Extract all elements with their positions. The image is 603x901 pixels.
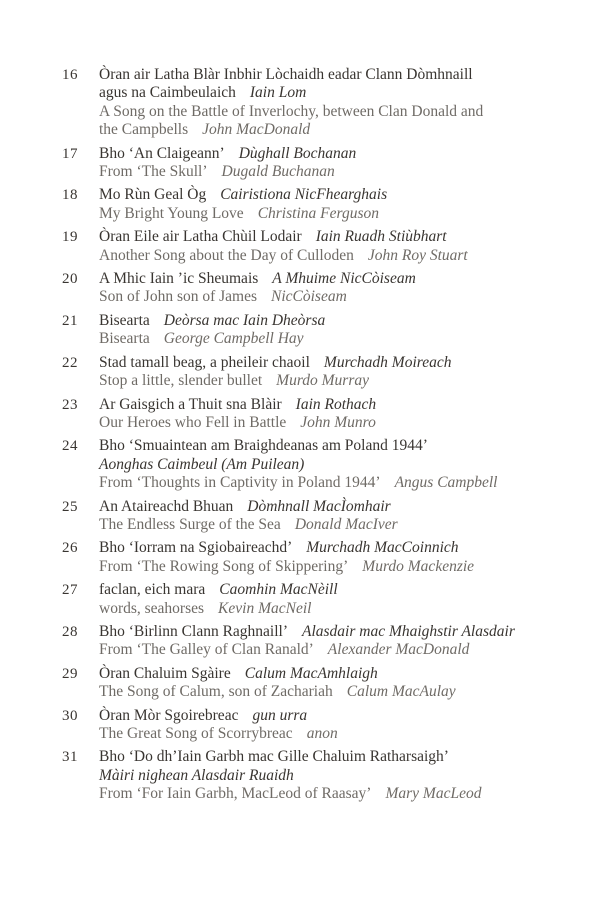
english-title: the Campbells <box>99 121 189 139</box>
entry-number: 21 <box>62 312 78 329</box>
entry-line <box>99 121 577 139</box>
entry-line <box>99 600 577 618</box>
entry-lines <box>99 186 577 223</box>
entry-number: 16 <box>62 67 78 83</box>
english-author: Christina Ferguson <box>257 204 379 222</box>
toc-entry <box>62 228 577 265</box>
entry-line <box>99 270 577 288</box>
english-title: Our Heroes who Fell in Battle <box>99 413 287 431</box>
entry-lines <box>99 66 577 140</box>
gaelic-author: Murchadh MacCoinnich <box>306 539 459 557</box>
english-title: My Bright Young Love <box>99 204 244 222</box>
entry-lines <box>99 748 577 803</box>
gaelic-title: Òran Mòr Sgoirebreac <box>99 706 239 724</box>
entry-number: 20 <box>62 271 78 288</box>
entry-line <box>99 683 577 701</box>
entry-line <box>99 186 577 204</box>
gaelic-author: Màiri nighean Alasdair Ruaidh <box>99 766 294 784</box>
entry-line <box>99 437 577 455</box>
entry-line <box>99 623 577 641</box>
toc-entry <box>62 623 577 660</box>
entry-line <box>99 641 577 659</box>
entry-lines <box>99 437 577 492</box>
entry-line <box>99 354 577 372</box>
entry-line <box>99 498 577 516</box>
gaelic-author: Calum MacAmhlaigh <box>244 664 378 682</box>
entry-number: 18 <box>62 187 78 204</box>
gaelic-title: Bho ‘Birlinn Clann Raghnaill’ <box>99 622 288 640</box>
gaelic-author: A Mhuime NicCòiseam <box>272 270 416 288</box>
english-title: The Great Song of Scorrybreac <box>99 725 293 742</box>
entry-line <box>99 247 577 265</box>
gaelic-author: Dòmhnall MacÌomhair <box>247 497 391 515</box>
toc-list <box>62 66 577 804</box>
entry-lines <box>99 228 577 265</box>
toc-entry <box>62 396 577 433</box>
entry-lines <box>99 145 577 182</box>
entry-lines <box>99 354 577 391</box>
toc-entry <box>62 539 577 576</box>
entry-lines <box>99 312 577 349</box>
entry-lines <box>99 539 577 576</box>
gaelic-author: Deòrsa mac Iain Dheòrsa <box>163 311 326 329</box>
entry-line <box>99 558 577 576</box>
entry-line <box>99 516 577 534</box>
gaelic-title: Bisearta <box>99 311 150 329</box>
gaelic-author: Aonghas Caimbeul (Am Puilean) <box>99 455 305 473</box>
gaelic-title: agus na Caimbeulaich <box>99 84 236 102</box>
gaelic-title: Bho ‘Iorram na Sgiobaireachd’ <box>99 539 293 557</box>
entry-line <box>99 103 577 121</box>
gaelic-title: Bho ‘Smuaintean am Braighdeanas am Poland 1944’ <box>99 437 428 455</box>
entry-lines <box>99 270 577 307</box>
english-author: NicCòiseam <box>271 288 347 306</box>
toc-entry <box>62 581 577 618</box>
english-title: From ‘The Galley of Clan Ranald’ <box>99 641 314 659</box>
entry-number: 24 <box>62 438 78 455</box>
english-author: Angus Campbell <box>394 474 498 492</box>
entry-line <box>99 414 577 432</box>
toc-entry <box>62 354 577 391</box>
gaelic-title: Bho ‘An Claigeann’ <box>99 144 225 162</box>
gaelic-title: Stad tamall beag, a pheileir chaoil <box>99 353 310 371</box>
entry-number: 17 <box>62 145 78 162</box>
gaelic-title: An Ataireachd Bhuan <box>99 497 234 515</box>
entry-number: 23 <box>62 396 78 413</box>
english-title: The Endless Surge of the Sea <box>99 515 281 533</box>
entry-lines <box>99 396 577 433</box>
english-author: John MacDonald <box>202 121 311 139</box>
toc-entry <box>62 748 577 803</box>
toc-entry <box>62 145 577 182</box>
entry-line <box>99 665 577 683</box>
english-title: Another Song about the Day of Culloden <box>99 246 354 264</box>
entry-number: 29 <box>62 665 78 682</box>
gaelic-title: Bho ‘Do dh’Iain Garbh mac Gille Chaluim Ratharsaigh’ <box>99 748 449 766</box>
gaelic-title: faclan, eich mara <box>99 581 206 599</box>
toc-entry <box>62 437 577 492</box>
gaelic-author: Alasdair mac Mhaighstir Alasdair <box>302 622 515 640</box>
entry-line <box>99 205 577 223</box>
gaelic-author: Cairistiona NicFhearghais <box>220 186 388 204</box>
english-title: words, seahorses <box>99 599 205 617</box>
entry-number: 27 <box>62 582 78 599</box>
toc-entry <box>62 270 577 307</box>
english-author: anon <box>306 725 338 742</box>
english-author: John Roy Stuart <box>367 246 468 264</box>
toc-entry <box>62 312 577 349</box>
english-author: Donald MacIver <box>294 515 398 533</box>
gaelic-title: Òran Chaluim Sgàire <box>99 664 231 682</box>
gaelic-author: Iain Lom <box>249 84 307 102</box>
entry-lines <box>99 581 577 618</box>
english-author: Alexander MacDonald <box>327 641 470 659</box>
entry-line <box>99 228 577 246</box>
entry-line <box>99 785 577 803</box>
entry-number: 26 <box>62 540 78 557</box>
english-title: From ‘The Skull’ <box>99 163 208 181</box>
entry-lines <box>99 623 577 660</box>
english-title: The Song of Calum, son of Zachariah <box>99 683 333 701</box>
entry-line <box>99 163 577 181</box>
entry-line <box>99 145 577 163</box>
english-author: Calum MacAulay <box>346 683 456 701</box>
english-title: A Song on the Battle of Inverlochy, between Clan Donald and <box>99 102 484 120</box>
entry-line <box>99 372 577 390</box>
toc-entry <box>62 498 577 535</box>
english-author: George Campbell Hay <box>163 330 304 348</box>
gaelic-author: gun urra <box>252 706 308 724</box>
entry-line <box>99 707 577 725</box>
entry-line <box>99 312 577 330</box>
gaelic-author: Murchadh Moireach <box>323 353 452 371</box>
entry-line <box>99 581 577 599</box>
entry-number: 22 <box>62 354 78 371</box>
toc-entry <box>62 665 577 702</box>
toc-page <box>62 66 577 804</box>
english-author: Dugald Buchanan <box>221 163 335 181</box>
gaelic-title: Ar Gaisgich a Thuit sna Blàir <box>99 395 282 413</box>
entry-number: 25 <box>62 498 78 515</box>
english-author: Murdo Mackenzie <box>362 557 475 575</box>
toc-entry <box>62 66 577 140</box>
entry-line <box>99 748 577 766</box>
entry-line <box>99 539 577 557</box>
english-title: Bisearta <box>99 330 150 348</box>
entry-line <box>99 456 577 474</box>
english-title: Stop a little, slender bullet <box>99 372 263 390</box>
gaelic-author: Iain Ruadh Stiùbhart <box>315 228 447 246</box>
english-title: Son of John son of James <box>99 288 258 306</box>
entry-lines <box>99 665 577 702</box>
english-title: From ‘For Iain Garbh, MacLeod of Raasay’ <box>99 785 372 803</box>
english-author: Mary MacLeod <box>385 785 482 803</box>
entry-line <box>99 767 577 785</box>
entry-number: 28 <box>62 623 78 640</box>
entry-line <box>99 474 577 492</box>
english-author: Kevin MacNeil <box>218 599 312 617</box>
entry-lines <box>99 498 577 535</box>
toc-entry <box>62 186 577 223</box>
entry-line <box>99 84 577 102</box>
gaelic-title: A Mhic Iain ’ic Sheumais <box>99 270 259 288</box>
english-author: John Munro <box>300 413 376 431</box>
gaelic-author: Iain Rothach <box>295 395 377 413</box>
entry-line <box>99 330 577 348</box>
entry-number: 19 <box>62 229 78 246</box>
gaelic-title: Mo Rùn Geal Òg <box>99 186 207 204</box>
gaelic-title: Òran Eile air Latha Chùil Lodair <box>99 228 302 246</box>
entry-line <box>99 66 577 84</box>
entry-lines <box>99 707 577 744</box>
gaelic-title: Òran air Latha Blàr Inbhir Lòchaidh eadar Clann Dòmhnaill <box>99 66 473 83</box>
entry-line <box>99 288 577 306</box>
english-title: From ‘The Rowing Song of Skippering’ <box>99 557 349 575</box>
gaelic-author: Caomhin MacNèill <box>219 581 338 599</box>
entry-line <box>99 725 577 743</box>
toc-entry <box>62 707 577 744</box>
entry-line <box>99 396 577 414</box>
entry-number: 31 <box>62 749 78 766</box>
english-title: From ‘Thoughts in Captivity in Poland 1944’ <box>99 474 381 492</box>
gaelic-author: Dùghall Bochanan <box>238 144 357 162</box>
entry-number: 30 <box>62 707 78 724</box>
english-author: Murdo Murray <box>276 372 370 390</box>
